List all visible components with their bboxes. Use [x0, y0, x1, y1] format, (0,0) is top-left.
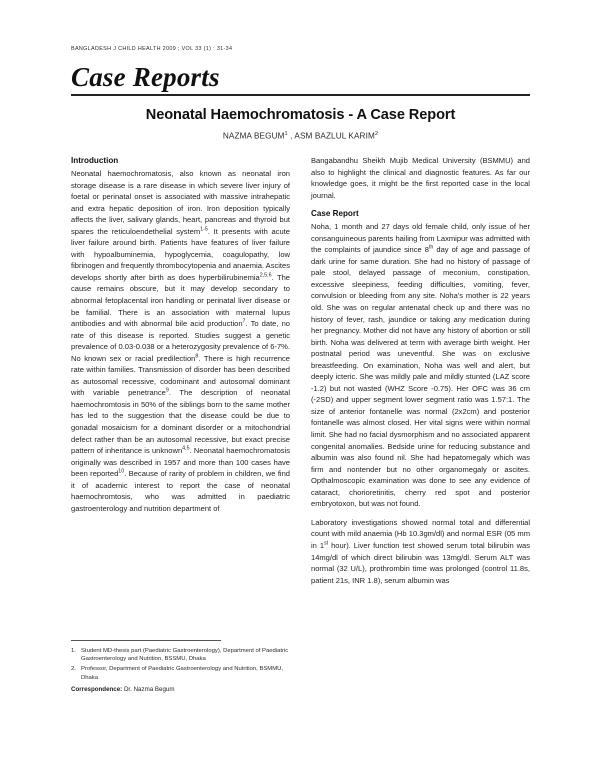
footnote-number: 1.	[71, 648, 76, 654]
footnote-text: Professor, Department of Paediatric Gastroenterology and Nutrition, BSMMU, Dhaka	[81, 666, 284, 681]
paragraph-introduction	[71, 168, 290, 514]
correspondence-label: Correspondence:	[71, 685, 123, 693]
intro-text-e: . There is high recurrence rate within families. Transmission of disorder has been described as autosomal recessive, codominant and autosomal dominant with variable penetrance	[71, 353, 290, 398]
intro-text-d: . To date, no rate of this disease is reported. Studies suggest a genetic prevalence of 0.03-0.038 or a heterozygosity prevalence of 6-7%. No known sex or racial predilection	[71, 319, 290, 363]
column-right	[311, 155, 530, 720]
citation-ref-9: 9	[165, 387, 169, 394]
paragraph-introduction-continued: Bangabandhu Sheikh Mujib Medical University (BSMMU) and also to highlight the clinical and diagnostic features. As far our knowledge goes, it might be the first reported case in the local journal.	[311, 156, 530, 200]
intro-text-a: Neonatal haemochromatosis, also known as neonatal iron storage disease is a rare disease in which severe liver injury of foetal or perinatal onset is associated with massive intrahepatic and extra hepatic deposition of iron. Iron deposition typically affects the liver, salivary glands, heart, pancreas and thyroid but spares the reticuloendethelial system	[71, 169, 290, 236]
correspondence-value: Dr. Nazma Begum	[122, 685, 175, 693]
lab-text-b: hour). Liver function test showed serum total bilirubin was 14mg/dl of which direct bilirubin was 13mg/dl. Serum ALT was normal (32 U/L), prothrombin time was prolonged (control 11.8s, patient 21s, INR 1.8), serum albumin was	[311, 540, 531, 585]
citation-ref-8: 8	[195, 353, 199, 360]
footnotes-block	[71, 640, 290, 694]
section-banner	[71, 62, 530, 96]
intro-text-h: . Because of rarity of problem in children, we find it of academic interest to report the case of neonatal haemochromtosis, who was admitted in paediatric gastroenterology and nutrition department of	[71, 469, 290, 513]
citation-ref-2-5-6: 2,5,6	[259, 272, 272, 279]
citation-ref-4-5: 4,5	[182, 445, 190, 452]
author-separator: ,	[287, 131, 295, 141]
intro-text-f: . The description of neonatal haemochromtosis in 50% of the siblings born to the same mother has led to the suggestion that the disease could be due to gonadal mosaicism for a dominant disorder or a mitochondrial defect rather than be an autosomal recessive, but exact precise pattern of inheritance is unknown	[71, 388, 290, 456]
author-name-1: NAZMA BEGUM	[222, 131, 285, 141]
case-text-b: day of age and passage of dark urine for same duration. She had no history of passage of pale stool, delayed passage of meconium, constipation, excessive sleepiness, feeding difficulties, vomiting, fever, convulsion or bleeding from any site. Noha's mother is 22 years old. She was on regular antenatal check up and there was no history of fever, rash, jaundice or taking any medication during her pregnancy. Mother did not have any history of abortion or still birth. Noha was delivered at term with average birth weight. Her postnatal period was uneventful. She was on exclusive breastfeeding. On examination, Noha was well and alert, but deeply icteric. She was mildly pale and mildly stunted (LAZ score -1.2) but not wasted (WHZ Score -0.75). Her OFC was 36 cm (-2SD) and upper segment lower segment ratio was 1.57:1. The size of anterior fontanelle was normal (2x2cm) and posterior fontanelle was almost closed. Her vital signs were within normal limit. She had no facial dysmorphism and no associated apparent congenital anomalies. Bedside urine for reducing substance and albumin was also found nil. She had hepatomegaly which was firm and nontender but no other organomegaly or ascites. Opthalmoscopic examination was done to see any evidence of cataract, chorioretinitis, cherry red spot and posterior embryotoxon, but was not found.	[311, 245, 530, 509]
page-title: Neonatal Haemochromatosis - A Case Report	[145, 107, 456, 123]
heading-introduction: Introduction	[71, 156, 119, 165]
correspondence-line	[71, 685, 290, 694]
column-left	[71, 155, 290, 633]
paragraph-laboratory-investigations	[311, 517, 530, 586]
intro-text-b: . It presents with acute liver failure around birth. Patients have features of liver failure with hypoalbuminemia, hypoglycemia, coagulopathy, low fibrinogen and frequently thrombocytopenia and anaemia. Ascites develops shortly after birth as does hyperbilirubinemia	[71, 226, 290, 282]
heading-case-report: Case Report	[311, 209, 359, 219]
banner-title: Case Reports	[71, 62, 220, 92]
lab-text-a: Laboratory investigations showed normal total and differential count with mild anaemia (Hb 10.3gm/dl) and normal ESR (05 mm in 1	[311, 517, 530, 550]
footnote-item	[71, 665, 290, 682]
footnote-text: Student MD-thesis part (Paediatric Gastroenterology), Department of Paediatric Gastroenterology and Nutrition, BSSMU, Dhaka	[81, 648, 289, 663]
intro-text-g: . Neonatal haemochromatosis originally was described in 1957 and more than 100 cases have been reported	[71, 446, 290, 479]
footnote-number: 2.	[71, 666, 76, 673]
banner-rule	[71, 94, 530, 96]
author-affiliation-marker-1: 1	[284, 131, 288, 137]
author-name-2: ASM BAZLUL KARIM	[294, 131, 375, 141]
author-affiliation-marker-2: 2	[374, 131, 379, 137]
citation-ref-10: 10	[118, 468, 125, 475]
footnote-divider	[71, 640, 221, 641]
ordinal-suffix-th: th	[428, 244, 434, 251]
case-text-a: Noha, 1 month and 27 days old female child, only issue of her consanguineous parents hailing from Laxmipur was admitted with the complaints of jaundice since 8	[311, 222, 530, 255]
author-line	[71, 131, 530, 141]
running-head: BANGLADESH J CHILD HEALTH 2009 ; VOL 33 (1) : 31-34	[71, 46, 233, 52]
intro-text-c: . The cause remains obscure, but it may develop secondary to abnormal fetoplacental iron handling or perinatal liver disease or be familial. There is an association with maternal lupus antibodies and with abnormal bile acid production	[71, 272, 291, 329]
citation-ref-7: 7	[242, 318, 246, 325]
paragraph-case-history	[311, 221, 530, 510]
ordinal-suffix-st: st	[324, 540, 329, 547]
citation-ref-1-5: 1-5	[200, 226, 208, 233]
footnote-item	[71, 647, 290, 664]
